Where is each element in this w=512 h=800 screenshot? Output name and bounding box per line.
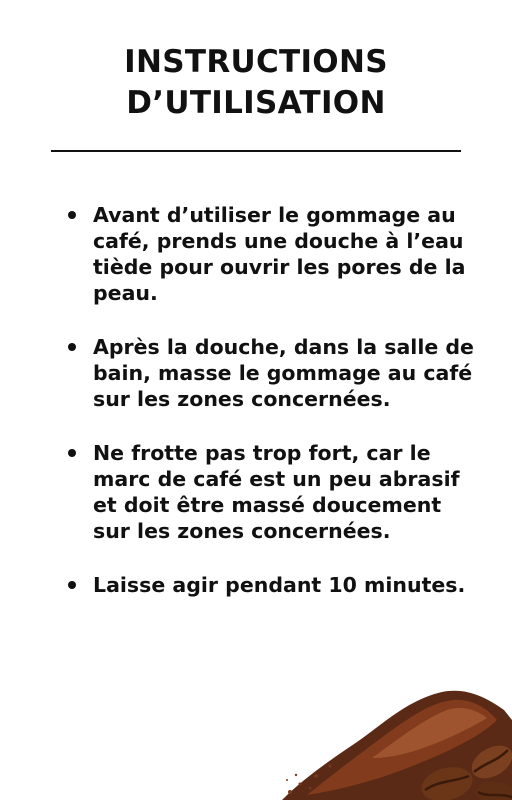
bullet-icon xyxy=(68,581,76,589)
bullet-icon xyxy=(68,211,76,219)
instruction-list xyxy=(0,202,512,626)
instruction-text: Laisse agir pendant 10 minutes. xyxy=(93,573,466,597)
title-line-1: INSTRUCTIONS xyxy=(124,44,388,80)
instruction-item xyxy=(0,440,512,544)
instruction-item xyxy=(0,334,512,412)
bullet-icon xyxy=(68,449,76,457)
title-line-2: D’UTILISATION xyxy=(126,85,386,121)
instruction-text: Avant d’utiliser le gommage au café, prends une douche à l’eau tiède pour ouvrir les pores de la peau. xyxy=(93,203,466,305)
instruction-text: Après la douche, dans la salle de bain, masse le gommage au café sur les zones concernées. xyxy=(93,335,474,411)
instruction-item xyxy=(0,572,512,598)
page-title xyxy=(0,42,512,124)
bullet-icon xyxy=(68,343,76,351)
instruction-text: Ne frotte pas trop fort, car le marc de café est un peu abrasif et doit être massé doucement sur les zones concernées. xyxy=(93,441,460,543)
title-divider xyxy=(51,150,461,152)
coffee-grounds-icon xyxy=(282,680,512,800)
instruction-item xyxy=(0,202,512,306)
